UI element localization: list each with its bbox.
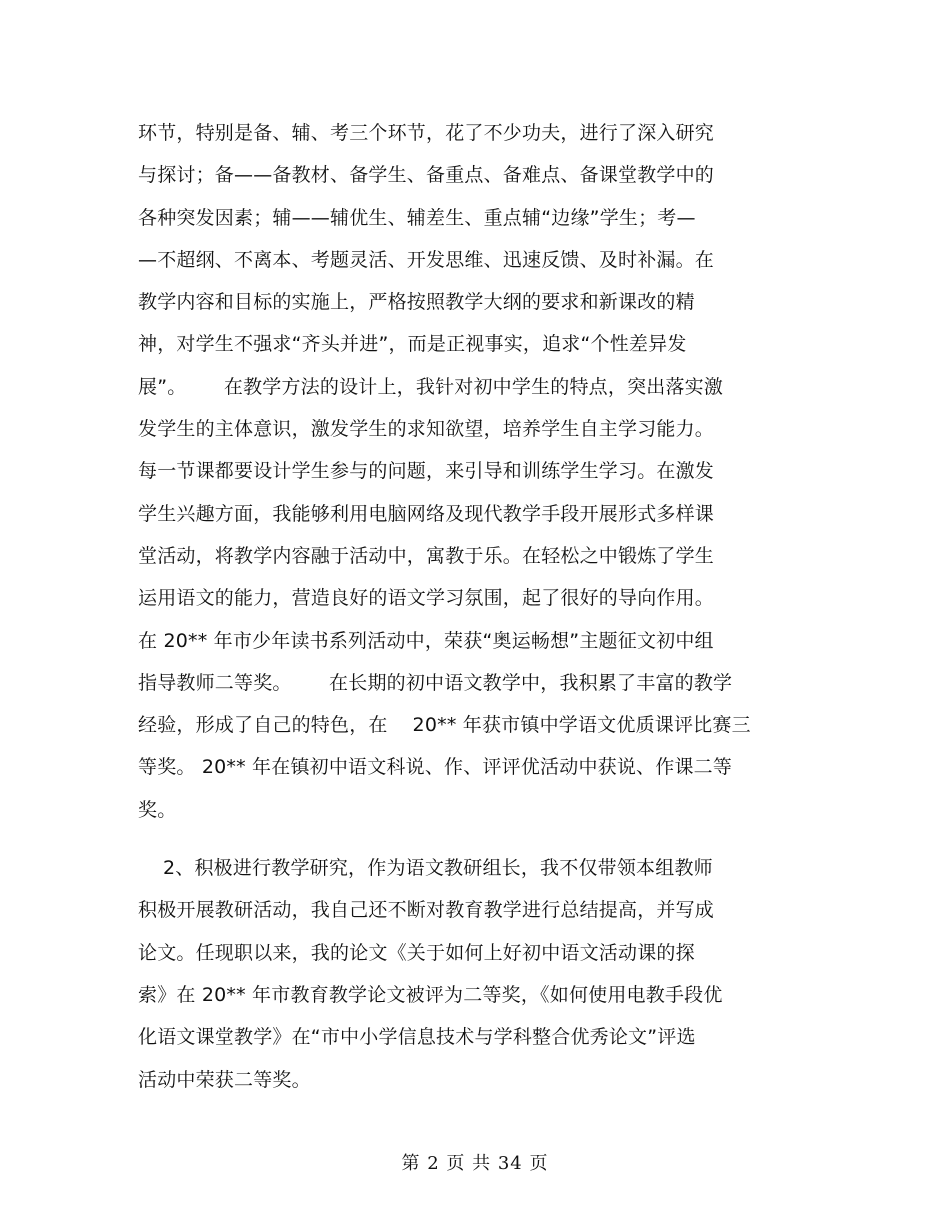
text-line: 发学生的主体意识，激发学生的求知欲望，培养学生自主学习能力。 xyxy=(138,418,715,441)
text-line: 奖。 xyxy=(138,798,177,821)
paragraph-1 xyxy=(138,112,788,831)
paragraph-2 xyxy=(138,847,788,1101)
text-line: 在 20** 年市少年读书系列活动中，荣获“奥运畅想”主题征文初中组 xyxy=(138,629,714,652)
text-line: 等奖。 20** 年在镇初中语文科说、作、评评优活动中获说、作课二等 xyxy=(138,756,733,779)
text-line: 每一节课都要设计学生参与的问题，来引导和训练学生学习。在激发 xyxy=(138,460,715,483)
text-line: 各种突发因素；辅——辅优生、辅差生、重点辅“边缘”学生；考— xyxy=(138,206,696,229)
page-indicator: 第 2 页 共 34 页 xyxy=(401,1153,549,1174)
page-footer xyxy=(0,1152,950,1176)
text-line: 展”。 在教学方法的设计上，我针对初中学生的特点，突出落实激 xyxy=(138,375,724,398)
text-line: 索》在 20** 年市教育教学论文被评为二等奖，《如何使用电教手段优 xyxy=(138,983,723,1006)
text-line: 环节，特别是备、辅、考三个环节，花了不少功夫，进行了深入研究 xyxy=(138,122,715,144)
paragraph-spacer xyxy=(138,831,788,847)
text-line: 指导教师二等奖。 在长期的初中语文教学中，我积累了丰富的教学 xyxy=(138,671,733,694)
text-line: 化语文课堂教学》在“市中小学信息技术与学科整合优秀论文”评选 xyxy=(138,1026,696,1049)
text-line: —不超纲、不离本、考题灵活、开发思维、迅速反馈、及时补漏。在 xyxy=(138,248,715,271)
document-body xyxy=(138,112,788,1101)
text-line: 论文。任现职以来，我的论文《关于如何上好初中语文活动课的探 xyxy=(138,941,695,964)
text-line: 神，对学生不强求“齐头并进”，而是正视事实，追求“个性差异发 xyxy=(138,333,687,356)
text-line: 堂活动，将教学内容融于活动中，寓教于乐。在轻松之中锻炼了学生 xyxy=(138,544,715,567)
text-line: 经验，形成了自己的特色，在 20** 年获市镇中学语文优质课评比赛三 xyxy=(138,714,751,737)
text-line: 教学内容和目标的实施上，严格按照教学大纲的要求和新课改的精 xyxy=(138,291,695,314)
text-line: 积极开展教研活动，我自己还不断对教育教学进行总结提高，并写成 xyxy=(138,899,715,922)
text-line: 学生兴趣方面，我能够利用电脑网络及现代教学手段开展形式多样课 xyxy=(138,502,715,525)
text-line: 活动中荣获二等奖。 xyxy=(138,1068,311,1091)
text-line: 与探讨；备——备教材、备学生、备重点、备难点、备课堂教学中的 xyxy=(138,164,715,187)
text-line: 运用语文的能力，营造良好的语文学习氛围，起了很好的导向作用。 xyxy=(138,587,715,610)
text-line: 2、积极进行教学研究，作为语文教研组长，我不仅带领本组教师 xyxy=(138,857,713,880)
